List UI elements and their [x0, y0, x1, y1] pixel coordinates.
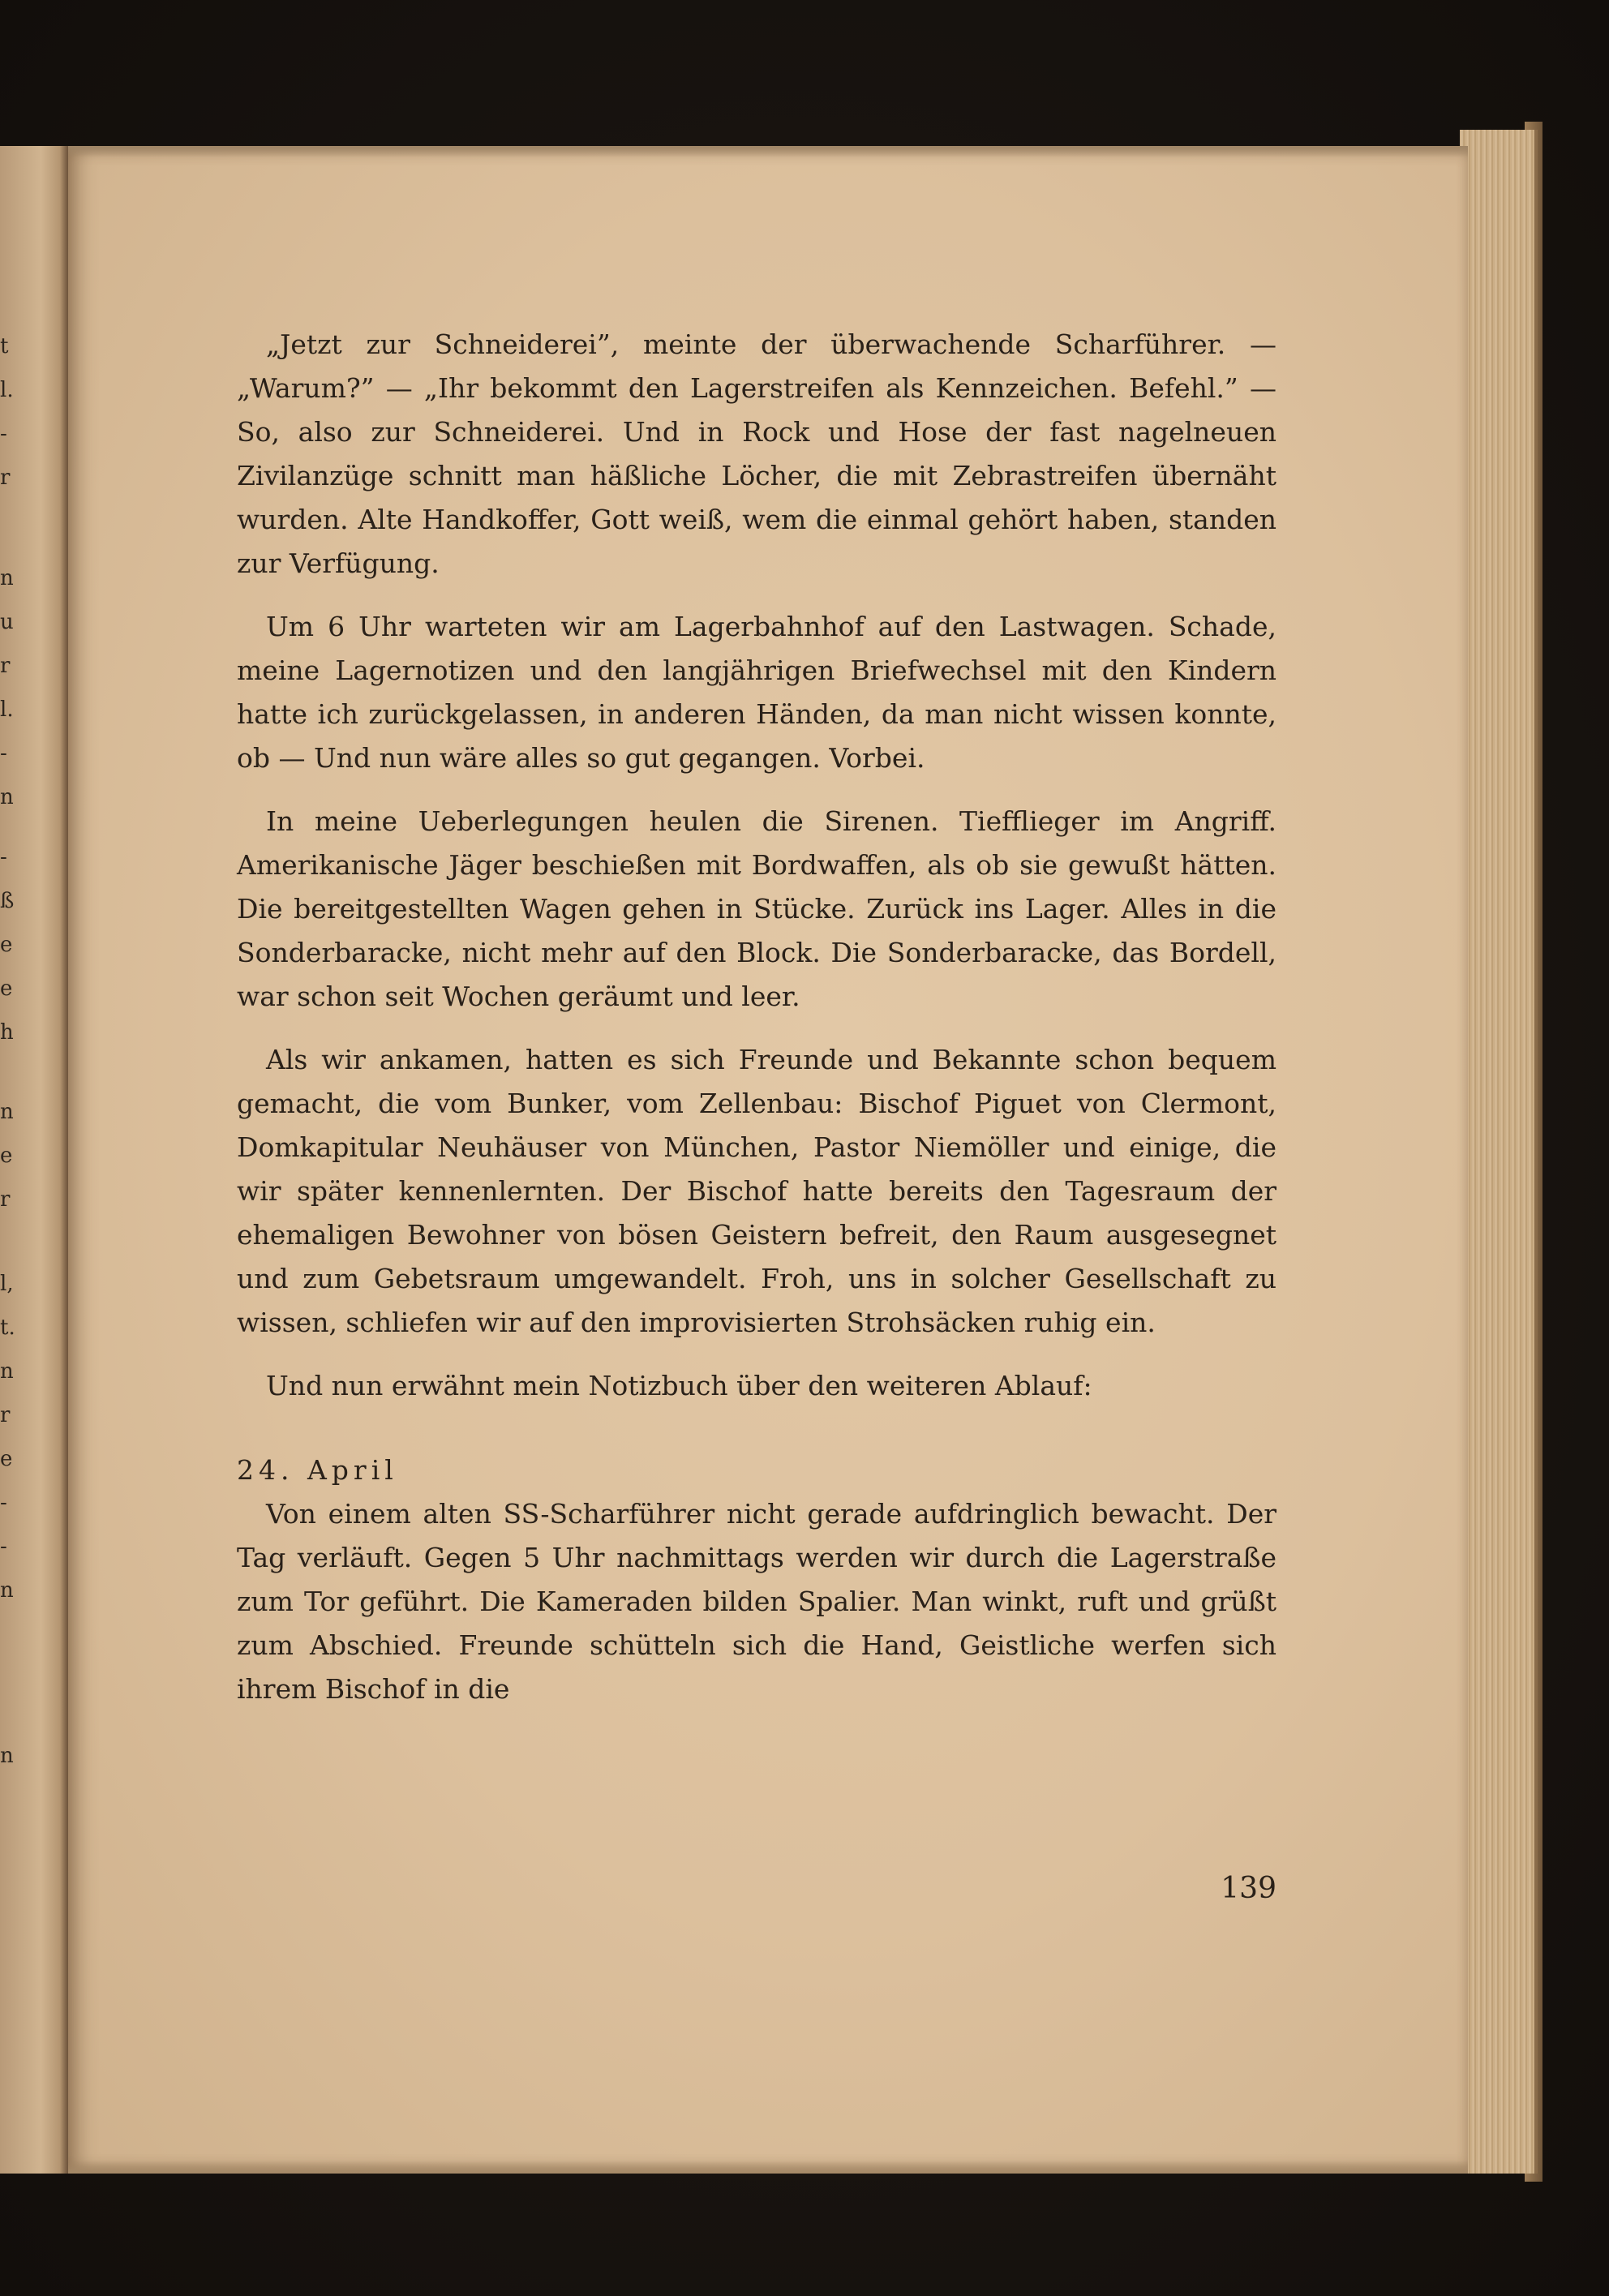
margin-letter: e	[0, 976, 13, 1001]
margin-letter: t.	[0, 1315, 15, 1340]
left-page-margin-text	[0, 146, 23, 2174]
margin-letter: l,	[0, 1272, 14, 1296]
margin-letter: n	[0, 566, 14, 590]
book-page	[68, 146, 1468, 2174]
margin-letter: r	[0, 1187, 11, 1212]
paragraph: Und nun erwähnt mein Notizbuch über den weiteren Ablauf:	[266, 1370, 1092, 1401]
paragraph: „Jetzt zur Schneiderei”, meinte der überwachende Scharführer. — „Warum?” — „Ihr bekommt den Lagerstreifen als Kennzeichen. Befehl.” — So, also zur Schneiderei. Und in Rock und Hose der fast nagelneuen Zivilanzüge schnitt man häßliche Löcher, die mit Zebrastreifen übernäht wurden. Alte Handkoffer, Gott weiß, wem die einmal gehört haben, standen zur Verfügung.	[237, 328, 1276, 579]
margin-letter: e	[0, 1447, 13, 1471]
date-heading: 24. April	[237, 1454, 398, 1486]
margin-letter: -	[0, 845, 7, 869]
margin-letter: ß	[0, 889, 15, 913]
margin-letter: n	[0, 1359, 14, 1384]
page-bottom-edge	[68, 2161, 1468, 2174]
margin-letter: r	[0, 654, 11, 678]
margin-letter: l.	[0, 697, 14, 722]
margin-letter: e	[0, 1144, 13, 1168]
margin-letter: -	[0, 741, 7, 766]
paragraph: In meine Ueberlegungen heulen die Sirenen. Tiefflieger im Angriff. Amerikanische Jäger beschießen mit Bordwaffen, als ob sie gewußt hätten. Die bereitgestellten Wagen gehen in Stücke. Zurück ins Lager. Alles in die Sonderbaracke, nicht mehr auf den Block. Die Sonderbaracke, das Bordell, war schon seit Wochen geräumt und leer.	[237, 805, 1276, 1012]
left-facing-page	[0, 146, 68, 2174]
paragraph: Um 6 Uhr warteten wir am Lagerbahnhof auf den Lastwagen. Schade, meine Lagernotizen und den langjährigen Briefwechsel mit den Kindern hatte ich zurückgelassen, in anderen Händen, da man nicht wissen konnte, ob — Und nun wäre alles so gut gegangen. Vorbei.	[237, 611, 1276, 774]
margin-letter: l.	[0, 378, 14, 402]
margin-letter: n	[0, 1100, 14, 1124]
margin-letter: -	[0, 422, 7, 446]
margin-letter: n	[0, 1744, 14, 1768]
margin-letter: h	[0, 1020, 14, 1045]
margin-letter: e	[0, 933, 13, 957]
book-page-edges	[1460, 130, 1538, 2174]
page-number: 139	[1221, 1872, 1276, 1905]
page-top-edge	[68, 146, 1468, 157]
margin-letter: t	[0, 334, 9, 358]
paragraph: Als wir ankamen, hatten es sich Freunde und Bekannte schon bequem gemacht, die vom Bunker, vom Zellenbau: Bischof Piguet von Clermont, Domkapitular Neuhäuser von München, Pastor Niemöller und einige, die wir später kennenlernten. Der Bischof hatte bereits den Tagesraum der ehemaligen Bewohner von bösen Geistern befreit, den Raum ausgesegnet und zum Gebetsraum umgewandelt. Froh, uns in solcher Gesellschaft zu wissen, schliefen wir auf den improvisierten Strohsäcken ruhig ein.	[237, 1044, 1276, 1338]
margin-letter: r	[0, 1403, 11, 1427]
paragraph: Von einem alten SS-Scharführer nicht gerade aufdringlich bewacht. Der Tag verläuft. Gegen 5 Uhr nachmittags werden wir durch die Lagerstraße zum Tor geführt. Die Kameraden bilden Spalier. Man winkt, ruft und grüßt zum Abschied. Freunde schütteln sich die Hand, Geistliche werfen sich ihrem Bischof in die	[237, 1498, 1276, 1705]
margin-letter: u	[0, 610, 14, 634]
margin-letter: -	[0, 1534, 7, 1559]
body-text	[237, 323, 1276, 1711]
margin-letter: n	[0, 1578, 14, 1603]
book-gutter-shadow	[60, 146, 68, 2174]
margin-letter: r	[0, 466, 11, 490]
margin-letter: n	[0, 785, 14, 809]
margin-letter: -	[0, 1491, 7, 1515]
